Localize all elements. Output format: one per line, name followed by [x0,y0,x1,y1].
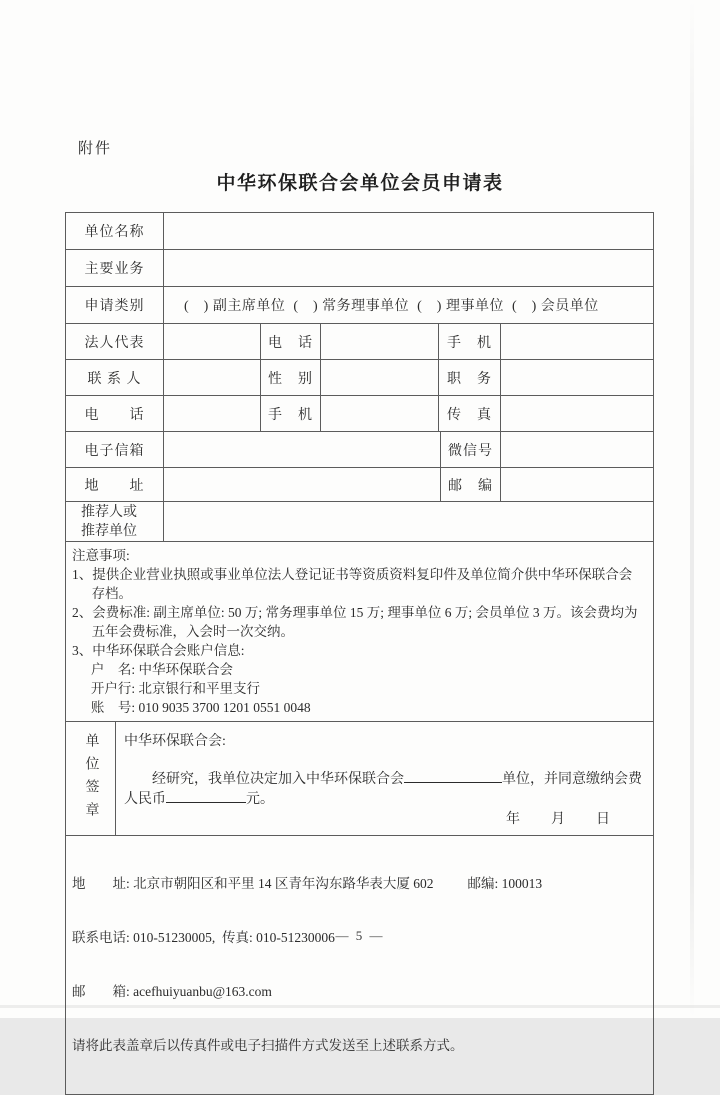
recommender-value-cell [164,502,653,541]
footer-email-line: 邮 箱: acefhuiyuanbu@163.com [72,984,272,999]
contact-person-label: 联 系 人 [66,360,164,395]
address-value-cell [164,468,441,501]
legal-mobile-label: 手 机 [439,324,501,359]
footer-address: 地 址: 北京市朝阳区和平里 14 区青年沟东路华表大厦 602 [72,876,434,891]
mobile-value-cell [321,396,439,431]
postcode-label: 邮 编 [441,468,501,501]
row-unit-name [66,213,653,250]
gender-value-cell [321,360,439,395]
row-legal-representative [66,324,653,360]
statement-line1-post: 单位，并同意缴纳会费 [502,772,642,787]
row-email [66,432,653,468]
fax-value-cell [501,396,653,431]
account-name-line: 户 名: 中华环保联合会 [90,662,234,677]
unit-name-value-cell [164,213,653,249]
footer-postcode: 邮编: 100013 [467,876,543,891]
note-item-3-heading: 3、中华环保联合会账户信息: [72,643,245,658]
signature-statement-line1 [124,768,643,788]
unit-name-label: 单位名称 [66,213,164,249]
note-item-1: 1、提供企业营业执照或事业单位法人登记证书等资质资料复印件及单位简介供中华环保联合会存档。 [72,567,633,601]
recommender-label [66,502,164,541]
signature-statement-line2 [124,788,643,808]
date-line: 年 月 日 [506,812,611,827]
email-label: 电子信箱 [66,432,164,467]
document-title: 中华环保联合会单位会员申请表 [216,173,504,194]
legal-rep-label: 法人代表 [66,324,164,359]
page-number: — 5 — [335,928,385,943]
gender-label: 性 别 [261,360,321,395]
contact-person-value-cell [164,360,261,395]
wechat-label: 微信号 [441,432,501,467]
main-business-label: 主要业务 [66,250,164,286]
blank-unit-type [404,769,502,783]
postcode-value-cell [501,468,653,501]
row-address [66,468,653,502]
note-item-2: 2、会费标准: 副主席单位: 50 万; 常务理事单位 15 万; 理事单位 6 万; 会员单位 3 万。该会费均为五年会费标准，入会时一次交纳。 [72,605,638,639]
application-form-table [65,212,654,1095]
footer-address-line [72,875,645,893]
apply-category-options: ( ) 副主席单位 ( ) 常务理事单位 ( ) 理事单位 ( ) 会员单位 [184,299,599,314]
row-phone [66,396,653,432]
signature-salutation: 中华环保联合会: [124,734,226,749]
legal-phone-value-cell [321,324,439,359]
fax-label: 传 真 [439,396,501,431]
legal-rep-value-cell [164,324,261,359]
statement-line1-pre: 经研究，我单位决定加入中华环保联合会 [152,772,404,787]
signature-label-cell [66,722,116,835]
legal-phone-label: 电 话 [261,324,321,359]
position-label: 职 务 [439,360,501,395]
blank-amount [166,789,246,803]
mobile-label: 手 机 [261,396,321,431]
notes-heading: 注意事项: [72,548,130,563]
bank-line: 开户行: 北京银行和平里支行 [90,681,261,696]
recommender-label-line2: 推荐单位 [81,523,137,539]
recommender-label-line1: 推荐人或 [81,504,137,520]
row-recommender [66,502,653,542]
row-notes [66,542,653,722]
email-value-cell [164,432,441,467]
position-value-cell [501,360,653,395]
footer-instruction-line: 请将此表盖章后以传真件或电子扫描件方式发送至上述联系方式。 [72,1038,464,1053]
row-contact-info [66,836,653,1094]
account-number-line: 账 号: 010 9035 3700 1201 0551 0048 [90,700,311,715]
statement-line2-post: 元。 [246,792,274,807]
legal-mobile-value-cell [501,324,653,359]
row-signature [66,722,653,836]
row-apply-category [66,287,653,324]
contact-info-section [66,836,653,1094]
notes-section [66,542,653,721]
phone-label: 电 话 [66,396,164,431]
unit-seal-label: 单位签章 [83,732,99,825]
attachment-label: 附件 [78,141,113,157]
scan-artifact-right-edge [690,0,694,1018]
row-main-business [66,250,653,287]
main-business-value-cell [164,250,653,286]
phone-value-cell [164,396,261,431]
address-label: 地 址 [66,468,164,501]
apply-category-label: 申请类别 [66,287,164,323]
wechat-value-cell [501,432,653,467]
row-contact-person [66,360,653,396]
statement-line2-pre: 人民币 [124,792,166,807]
footer-phone-fax-line: 联系电话: 010-51230005, 传真: 010-51230006 [72,930,335,945]
signature-content-cell [116,722,653,835]
